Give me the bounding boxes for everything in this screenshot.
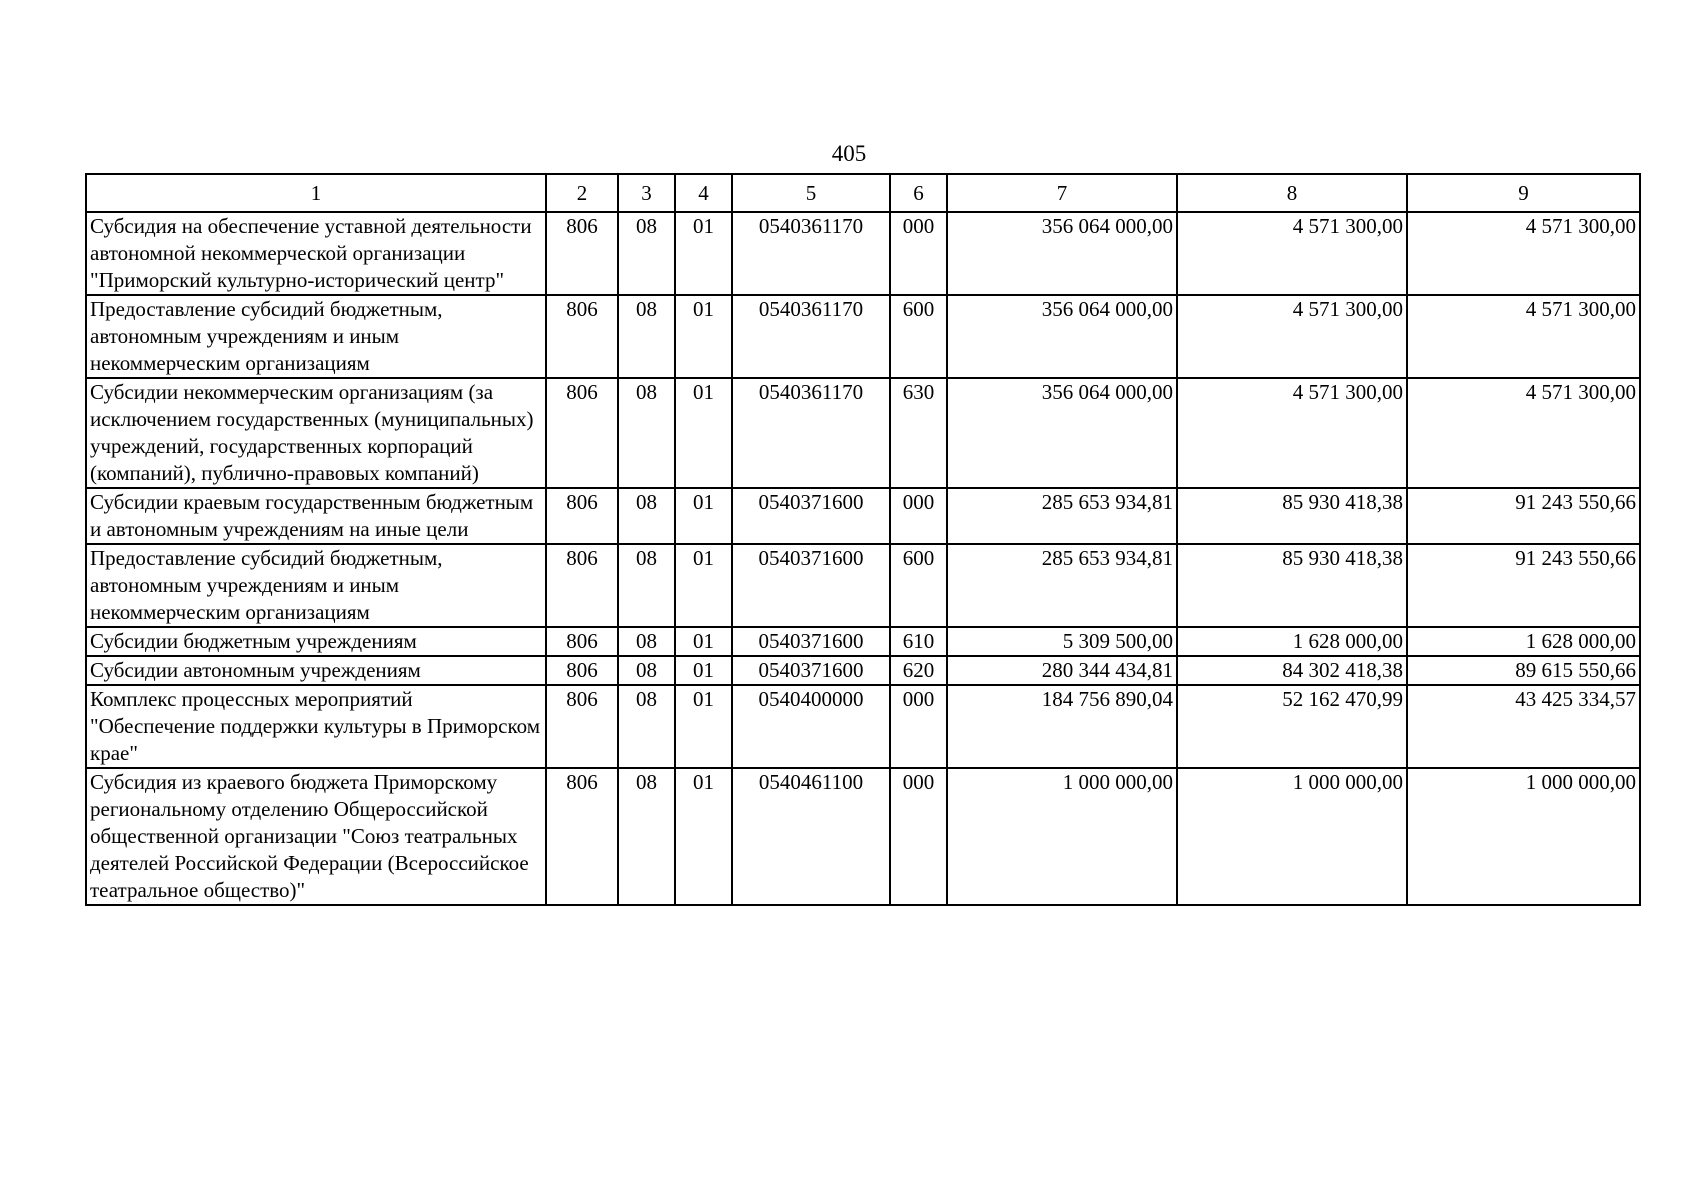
row-name: Субсидии автономным учреждениям xyxy=(86,656,546,685)
column-header: 4 xyxy=(675,174,732,212)
budget-table xyxy=(85,173,1641,906)
table-row xyxy=(86,544,1640,627)
row-csr: 0540361170 xyxy=(732,295,890,378)
row-sum-7: 356 064 000,00 xyxy=(947,212,1177,295)
table-row xyxy=(86,656,1640,685)
row-sum-8: 84 302 418,38 xyxy=(1177,656,1407,685)
row-sum-9: 4 571 300,00 xyxy=(1407,212,1640,295)
row-rz: 08 xyxy=(618,488,675,544)
row-rz: 08 xyxy=(618,544,675,627)
row-sum-7: 285 653 934,81 xyxy=(947,488,1177,544)
row-sum-7: 285 653 934,81 xyxy=(947,544,1177,627)
row-pr: 01 xyxy=(675,627,732,656)
row-vr: 000 xyxy=(890,685,947,768)
row-csr: 0540461100 xyxy=(732,768,890,905)
row-csr: 0540371600 xyxy=(732,488,890,544)
row-pr: 01 xyxy=(675,378,732,488)
row-vr: 600 xyxy=(890,295,947,378)
row-csr: 0540400000 xyxy=(732,685,890,768)
row-rz: 08 xyxy=(618,295,675,378)
row-sum-9: 91 243 550,66 xyxy=(1407,544,1640,627)
row-sum-8: 85 930 418,38 xyxy=(1177,488,1407,544)
row-sum-8: 85 930 418,38 xyxy=(1177,544,1407,627)
row-ved: 806 xyxy=(546,488,618,544)
row-ved: 806 xyxy=(546,378,618,488)
column-header: 6 xyxy=(890,174,947,212)
row-sum-8: 1 628 000,00 xyxy=(1177,627,1407,656)
row-ved: 806 xyxy=(546,295,618,378)
row-sum-7: 356 064 000,00 xyxy=(947,295,1177,378)
row-sum-9: 43 425 334,57 xyxy=(1407,685,1640,768)
row-rz: 08 xyxy=(618,378,675,488)
row-sum-8: 4 571 300,00 xyxy=(1177,295,1407,378)
row-pr: 01 xyxy=(675,768,732,905)
row-sum-9: 91 243 550,66 xyxy=(1407,488,1640,544)
row-ved: 806 xyxy=(546,627,618,656)
row-rz: 08 xyxy=(618,685,675,768)
row-vr: 000 xyxy=(890,212,947,295)
row-sum-7: 5 309 500,00 xyxy=(947,627,1177,656)
row-pr: 01 xyxy=(675,685,732,768)
page-number: 405 xyxy=(831,141,867,166)
row-pr: 01 xyxy=(675,295,732,378)
row-sum-8: 4 571 300,00 xyxy=(1177,212,1407,295)
table-row xyxy=(86,212,1640,295)
table-row xyxy=(86,685,1640,768)
row-ved: 806 xyxy=(546,544,618,627)
row-sum-7: 280 344 434,81 xyxy=(947,656,1177,685)
table-row xyxy=(86,768,1640,905)
row-ved: 806 xyxy=(546,212,618,295)
row-ved: 806 xyxy=(546,768,618,905)
row-vr: 620 xyxy=(890,656,947,685)
row-vr: 000 xyxy=(890,488,947,544)
column-header: 1 xyxy=(86,174,546,212)
table-row xyxy=(86,378,1640,488)
row-sum-7: 356 064 000,00 xyxy=(947,378,1177,488)
row-name: Комплекс процессных мероприятий "Обеспечение поддержки культуры в Приморском крае" xyxy=(86,685,546,768)
row-pr: 01 xyxy=(675,656,732,685)
row-rz: 08 xyxy=(618,627,675,656)
row-name: Предоставление субсидий бюджетным, автономным учреждениям и иным некоммерческим организациям xyxy=(86,544,546,627)
row-sum-8: 4 571 300,00 xyxy=(1177,378,1407,488)
row-sum-9: 1 000 000,00 xyxy=(1407,768,1640,905)
row-sum-7: 184 756 890,04 xyxy=(947,685,1177,768)
row-csr: 0540361170 xyxy=(732,378,890,488)
table-row xyxy=(86,295,1640,378)
row-name: Субсидии бюджетным учреждениям xyxy=(86,627,546,656)
row-name: Предоставление субсидий бюджетным, автономным учреждениям и иным некоммерческим организациям xyxy=(86,295,546,378)
row-sum-9: 1 628 000,00 xyxy=(1407,627,1640,656)
row-rz: 08 xyxy=(618,656,675,685)
table-row xyxy=(86,488,1640,544)
table-row xyxy=(86,627,1640,656)
row-vr: 600 xyxy=(890,544,947,627)
row-sum-8: 52 162 470,99 xyxy=(1177,685,1407,768)
row-ved: 806 xyxy=(546,656,618,685)
row-csr: 0540371600 xyxy=(732,544,890,627)
row-name: Субсидия на обеспечение уставной деятельности автономной некоммерческой организации "Приморский культурно-исторический центр" xyxy=(86,212,546,295)
header-row xyxy=(86,174,1640,212)
row-sum-7: 1 000 000,00 xyxy=(947,768,1177,905)
row-vr: 610 xyxy=(890,627,947,656)
row-name: Субсидия из краевого бюджета Приморскому региональному отделению Общероссийской общественной организации "Союз театральных деятелей Российской Федерации (Всероссийское театральное общество)" xyxy=(86,768,546,905)
column-header: 9 xyxy=(1407,174,1640,212)
row-sum-9: 4 571 300,00 xyxy=(1407,378,1640,488)
row-ved: 806 xyxy=(546,685,618,768)
column-header: 2 xyxy=(546,174,618,212)
row-csr: 0540371600 xyxy=(732,627,890,656)
row-pr: 01 xyxy=(675,488,732,544)
row-pr: 01 xyxy=(675,544,732,627)
row-rz: 08 xyxy=(618,768,675,905)
row-sum-8: 1 000 000,00 xyxy=(1177,768,1407,905)
column-header: 8 xyxy=(1177,174,1407,212)
row-name: Субсидии некоммерческим организациям (за исключением государственных (муниципальных) учреждений, государственных корпораций (компаний), публично-правовых компаний) xyxy=(86,378,546,488)
column-header: 7 xyxy=(947,174,1177,212)
column-header: 5 xyxy=(732,174,890,212)
column-header: 3 xyxy=(618,174,675,212)
row-sum-9: 89 615 550,66 xyxy=(1407,656,1640,685)
row-csr: 0540361170 xyxy=(732,212,890,295)
row-csr: 0540371600 xyxy=(732,656,890,685)
row-sum-9: 4 571 300,00 xyxy=(1407,295,1640,378)
row-pr: 01 xyxy=(675,212,732,295)
row-vr: 630 xyxy=(890,378,947,488)
row-vr: 000 xyxy=(890,768,947,905)
row-rz: 08 xyxy=(618,212,675,295)
row-name: Субсидии краевым государственным бюджетным и автономным учреждениям на иные цели xyxy=(86,488,546,544)
